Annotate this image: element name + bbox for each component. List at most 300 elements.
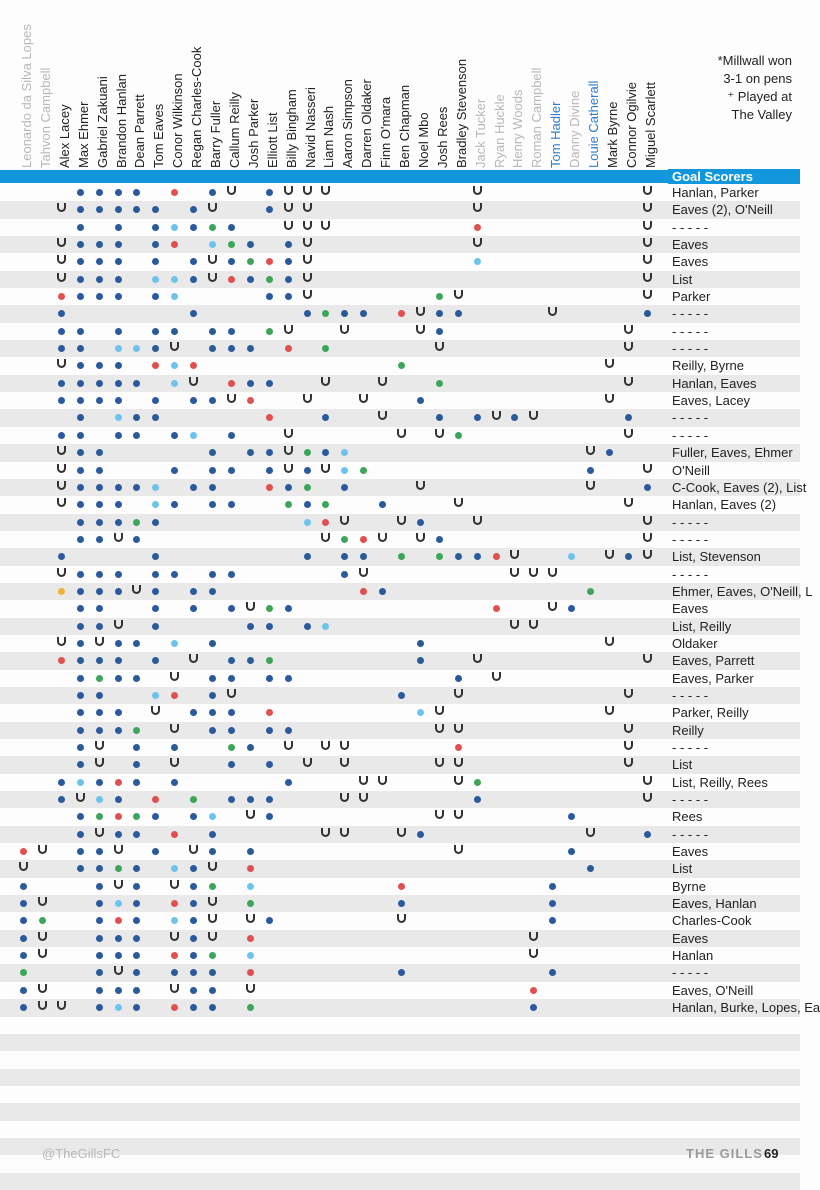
appearance-dot: [304, 484, 311, 491]
appearance-dot: [228, 709, 235, 716]
appearance-dot: [266, 605, 273, 612]
unused-sub-mark: [416, 533, 425, 544]
unused-sub-mark: [38, 949, 47, 960]
appearance-dot: [171, 692, 178, 699]
appearance-dot: [77, 865, 84, 872]
unused-sub-mark: [643, 550, 652, 561]
appearance-dot: [96, 969, 103, 976]
appearance-dot: [133, 484, 140, 491]
appearance-dot: [171, 640, 178, 647]
unused-sub-mark: [473, 516, 482, 527]
appearance-dot: [77, 536, 84, 543]
goal-scorers-cell: Eaves, Parker: [672, 670, 754, 686]
appearance-dot: [152, 345, 159, 352]
appearance-dot: [247, 449, 254, 456]
appearance-dot: [115, 675, 122, 682]
unused-sub-mark: [170, 932, 179, 943]
appearance-dot: [228, 727, 235, 734]
unused-sub-mark: [548, 602, 557, 613]
player-name: Brandon Hanlan: [113, 74, 129, 168]
appearance-dot: [77, 813, 84, 820]
appearance-dot: [398, 362, 405, 369]
appearance-dot: [266, 709, 273, 716]
unused-sub-mark: [95, 741, 104, 752]
unused-sub-mark: [189, 845, 198, 856]
unused-sub-mark: [529, 932, 538, 943]
appearance-dot: [436, 293, 443, 300]
table-row: [0, 1173, 800, 1190]
appearance-dot: [209, 675, 216, 682]
unused-sub-mark: [227, 186, 236, 197]
table-row: [0, 670, 800, 687]
unused-sub-mark: [57, 498, 66, 509]
goal-scorers-cell: Eaves, Lacey: [672, 393, 751, 409]
appearance-dot: [171, 241, 178, 248]
appearance-dot: [96, 779, 103, 786]
goal-scorers-cell: List: [672, 861, 693, 877]
unused-sub-mark: [510, 568, 519, 579]
appearance-dot: [77, 571, 84, 578]
appearance-dot: [58, 432, 65, 439]
player-name: Alex Lacey: [56, 104, 72, 168]
unused-sub-mark: [57, 481, 66, 492]
appearance-dot: [115, 380, 122, 387]
appearance-dot: [209, 571, 216, 578]
unused-sub-mark: [57, 255, 66, 266]
goal-scorers-cell: List, Reilly, Rees: [672, 774, 768, 790]
appearance-dot: [171, 362, 178, 369]
appearance-dot: [96, 276, 103, 283]
table-row: [0, 583, 813, 600]
player-header: [414, 2, 432, 172]
unused-sub-mark: [473, 203, 482, 214]
appearance-dot: [77, 206, 84, 213]
goal-scorers-cell: Hanlan, Eaves (2): [672, 497, 777, 513]
player-header: [603, 2, 621, 172]
appearance-dot: [77, 345, 84, 352]
unused-sub-mark: [57, 464, 66, 475]
appearance-dot: [228, 605, 235, 612]
table-row: [0, 548, 800, 565]
table-row: [0, 878, 800, 895]
player-header: [357, 2, 375, 172]
table-row: [0, 999, 820, 1016]
table-row: [0, 964, 800, 981]
unused-sub-mark: [57, 637, 66, 648]
unused-sub-mark: [321, 377, 330, 388]
appearance-dot: [266, 484, 273, 491]
table-row: [0, 444, 800, 461]
appearance-dot: [304, 519, 311, 526]
appearance-dot: [417, 831, 424, 838]
appearance-dot: [133, 345, 140, 352]
player-header: [55, 2, 73, 172]
appearance-dot: [341, 536, 348, 543]
table-row: [0, 687, 800, 704]
appearance-dot: [285, 345, 292, 352]
appearance-dot: [474, 779, 481, 786]
unused-sub-mark: [435, 429, 444, 440]
player-name: Miguel Scarlett: [642, 82, 658, 168]
player-header: [452, 2, 470, 172]
appearance-dot: [228, 328, 235, 335]
unused-sub-mark: [643, 273, 652, 284]
unused-sub-mark: [114, 620, 123, 631]
goal-scorers-cell: List: [672, 757, 693, 773]
unused-sub-mark: [473, 238, 482, 249]
appearance-dot: [322, 414, 329, 421]
appearance-dot: [247, 397, 254, 404]
appearance-dot: [228, 657, 235, 664]
appearance-dot: [152, 397, 159, 404]
appearance-dot: [644, 310, 651, 317]
player-name: Tom Hadler: [548, 101, 564, 168]
appearance-dot: [115, 397, 122, 404]
goal-scorers-cell: - - - - -: [672, 323, 709, 339]
table-row: [0, 947, 800, 964]
appearance-dot: [530, 987, 537, 994]
unused-sub-mark: [492, 672, 501, 683]
appearance-dot: [228, 276, 235, 283]
appearance-dot: [171, 831, 178, 838]
appearance-dot: [360, 536, 367, 543]
appearance-dot: [77, 432, 84, 439]
appearance-dot: [247, 345, 254, 352]
appearance-dot: [77, 848, 84, 855]
appearance-dot: [209, 241, 216, 248]
appearance-dot: [209, 189, 216, 196]
unused-sub-mark: [454, 776, 463, 787]
goal-scorers-cell: Eaves: [672, 254, 709, 270]
appearance-dot: [285, 605, 292, 612]
appearance-dot: [266, 258, 273, 265]
appearance-dot: [171, 1004, 178, 1011]
player-name: Jack Tucker: [472, 98, 488, 168]
table-row: [0, 253, 800, 270]
goal-scorers-cell: Hanlan: [672, 948, 714, 964]
unused-sub-mark: [624, 325, 633, 336]
appearance-dot: [228, 796, 235, 803]
unused-sub-mark: [510, 550, 519, 561]
appearance-dot: [285, 727, 292, 734]
player-header: [584, 2, 602, 172]
table-row: [0, 479, 807, 496]
appearance-dot: [644, 484, 651, 491]
appearance-dot: [77, 328, 84, 335]
goal-scorers-cell: - - - - -: [672, 219, 709, 235]
unused-sub-mark: [76, 793, 85, 804]
unused-sub-mark: [435, 342, 444, 353]
unused-sub-mark: [340, 741, 349, 752]
appearance-dot: [190, 588, 197, 595]
goal-scorers-cell: Eaves: [672, 844, 709, 860]
appearance-dot: [133, 935, 140, 942]
appearance-dot: [379, 588, 386, 595]
player-header: [74, 2, 92, 172]
goal-scorers-cell: C-Cook, Eaves (2), List: [672, 479, 807, 495]
appearance-dot: [209, 449, 216, 456]
appearance-dot: [77, 501, 84, 508]
goal-scorers-cell: - - - - -: [672, 792, 709, 808]
unused-sub-mark: [38, 845, 47, 856]
table-row: [0, 843, 800, 860]
appearance-dot: [20, 1004, 27, 1011]
appearance-dot: [115, 952, 122, 959]
player-name: Darren Oldaker: [359, 79, 375, 168]
unused-sub-mark: [454, 810, 463, 821]
unused-sub-mark: [321, 828, 330, 839]
unused-sub-mark: [303, 758, 312, 769]
appearance-dot: [360, 467, 367, 474]
unused-sub-mark: [643, 290, 652, 301]
unused-sub-mark: [95, 637, 104, 648]
appearance-dot: [77, 293, 84, 300]
appearance-dot: [171, 779, 178, 786]
unused-sub-mark: [284, 446, 293, 457]
appearance-dot: [209, 224, 216, 231]
player-header: [319, 2, 337, 172]
appearance-dot: [266, 328, 273, 335]
appearance-dot: [190, 709, 197, 716]
appearance-dot: [511, 414, 518, 421]
player-name: Barry Fuller: [208, 100, 223, 168]
unused-sub-mark: [170, 672, 179, 683]
appearance-dot: [96, 258, 103, 265]
appearance-dot: [115, 987, 122, 994]
appearance-dot: [96, 692, 103, 699]
appearance-dot: [247, 796, 254, 803]
unused-sub-mark: [170, 758, 179, 769]
appearance-dot: [455, 744, 462, 751]
appearance-dot: [398, 969, 405, 976]
appearance-dot: [228, 224, 235, 231]
appearance-dot: [115, 709, 122, 716]
appearance-dot: [436, 414, 443, 421]
appearance-dot: [266, 467, 273, 474]
table-row: [0, 531, 800, 548]
appearance-dot: [190, 1004, 197, 1011]
appearance-dot: [266, 293, 273, 300]
appearance-dot: [417, 397, 424, 404]
appearance-dot: [190, 484, 197, 491]
player-header: [17, 2, 35, 172]
appearance-dot: [171, 900, 178, 907]
appearance-dot: [133, 519, 140, 526]
player-name: Elliott List: [264, 112, 280, 168]
unused-sub-mark: [340, 758, 349, 769]
unused-sub-mark: [643, 516, 652, 527]
appearance-dot: [398, 310, 405, 317]
player-header: [376, 2, 394, 172]
table-row: [0, 357, 800, 374]
appearance-dot: [115, 588, 122, 595]
appearance-dot: [133, 865, 140, 872]
appearance-dot: [228, 432, 235, 439]
player-name: Connor Ogilvie: [623, 82, 639, 168]
appearance-dot: [152, 414, 159, 421]
unused-sub-mark: [170, 984, 179, 995]
appearance-dot: [152, 258, 159, 265]
appearance-dot: [209, 484, 216, 491]
unused-sub-mark: [303, 394, 312, 405]
unused-sub-mark: [624, 342, 633, 353]
unused-sub-mark: [57, 1001, 66, 1012]
appearance-dot: [247, 258, 254, 265]
appearance-dot: [247, 900, 254, 907]
appearance-dot: [228, 744, 235, 751]
unused-sub-mark: [284, 464, 293, 475]
appearance-dot: [115, 865, 122, 872]
player-name: Regan Charles-Cook: [189, 46, 205, 168]
appearance-dot: [77, 588, 84, 595]
appearance-dot: [58, 310, 65, 317]
unused-sub-mark: [227, 689, 236, 700]
appearance-dot: [266, 449, 273, 456]
unused-sub-mark: [605, 394, 614, 405]
appearance-dot: [322, 310, 329, 317]
appearance-dot: [133, 987, 140, 994]
appearance-dot: [285, 484, 292, 491]
appearance-dot: [152, 293, 159, 300]
appearance-dot: [115, 519, 122, 526]
goal-scorers-cell: - - - - -: [672, 514, 709, 530]
goal-scorers-cell: Charles-Cook: [672, 913, 752, 929]
appearance-dot: [152, 848, 159, 855]
appearance-dot: [625, 553, 632, 560]
appearance-dot: [77, 241, 84, 248]
unused-sub-mark: [38, 897, 47, 908]
goal-scorers-cell: Hanlan, Burke, Lopes, Ea: [672, 1000, 820, 1016]
goal-scorers-cell: O'Neill: [672, 462, 710, 478]
appearance-dot: [587, 865, 594, 872]
unused-sub-mark: [586, 481, 595, 492]
table-row: [0, 1051, 800, 1068]
unused-sub-mark: [170, 880, 179, 891]
player-name: Mark Byrne: [604, 101, 620, 168]
appearance-dot: [152, 501, 159, 508]
player-header: [338, 2, 356, 172]
appearance-dot: [190, 935, 197, 942]
appearance-dot: [171, 276, 178, 283]
appearance-dot: [77, 380, 84, 387]
appearance-dot: [58, 657, 65, 664]
appearance-dot: [266, 813, 273, 820]
appearance-dot: [455, 553, 462, 560]
unused-sub-mark: [359, 394, 368, 405]
appearance-dot: [96, 449, 103, 456]
unused-sub-mark: [246, 914, 255, 925]
unused-sub-mark: [57, 238, 66, 249]
appearance-dot: [115, 1004, 122, 1011]
appearance-dot: [341, 484, 348, 491]
appearance-dot: [77, 276, 84, 283]
appearance-dot: [190, 883, 197, 890]
goal-scorers-cell: - - - - -: [672, 410, 709, 426]
appearance-dot: [285, 276, 292, 283]
appearance-dot: [304, 501, 311, 508]
appearance-dot: [455, 310, 462, 317]
appearance-dot: [77, 692, 84, 699]
goal-scorers-cell: - - - - -: [672, 965, 709, 981]
appearance-dot: [115, 328, 122, 335]
appearance-dot: [133, 761, 140, 768]
appearance-dot: [417, 657, 424, 664]
appearance-dot: [266, 796, 273, 803]
unused-sub-mark: [208, 897, 217, 908]
appearance-dot: [304, 553, 311, 560]
unused-sub-mark: [284, 429, 293, 440]
goal-scorers-cell: - - - - -: [672, 427, 709, 443]
appearance-dot: [228, 675, 235, 682]
appearance-dot: [115, 432, 122, 439]
appearance-dot: [171, 224, 178, 231]
appearance-dot: [266, 276, 273, 283]
appearance-dot: [133, 727, 140, 734]
unused-sub-mark: [151, 706, 160, 717]
unused-sub-mark: [397, 429, 406, 440]
unused-sub-mark: [586, 446, 595, 457]
unused-sub-mark: [605, 359, 614, 370]
unused-sub-mark: [38, 1001, 47, 1012]
goal-scorers-cell: Parker: [672, 289, 711, 305]
goal-scorers-cell: - - - - -: [672, 740, 709, 755]
appearance-dot: [266, 727, 273, 734]
appearance-dot: [209, 588, 216, 595]
goal-scorers-cell: Fuller, Eaves, Ehmer: [672, 445, 793, 461]
appearance-dot: [133, 883, 140, 890]
table-row: [0, 340, 800, 357]
appearance-dot: [398, 553, 405, 560]
table-row: [0, 236, 800, 253]
appearance-dot: [58, 345, 65, 352]
appearance-dot: [96, 467, 103, 474]
unused-sub-mark: [643, 793, 652, 804]
table-row: [0, 1069, 800, 1086]
footer-handle: @TheGillsFC: [42, 1146, 121, 1161]
unused-sub-mark: [378, 776, 387, 787]
player-header: [622, 2, 640, 172]
player-name: Ryan Huckle: [491, 94, 507, 168]
unused-sub-mark: [303, 203, 312, 214]
appearance-dot: [398, 883, 405, 890]
table-row: [0, 219, 800, 236]
appearance-dot: [115, 657, 122, 664]
unused-sub-mark: [454, 498, 463, 509]
player-header: [93, 2, 111, 172]
goal-scorers-cell: Eaves: [672, 237, 709, 253]
player-header: [225, 2, 243, 172]
appearance-dot: [77, 224, 84, 231]
goal-scorers-cell: Eaves: [672, 601, 709, 617]
table-row: [0, 1103, 800, 1120]
unused-sub-mark: [473, 186, 482, 197]
unused-sub-mark: [378, 411, 387, 422]
appearance-dot: [285, 241, 292, 248]
appearance-dot: [77, 709, 84, 716]
appearance-dot: [152, 484, 159, 491]
unused-sub-mark: [284, 203, 293, 214]
appearance-dot: [96, 883, 103, 890]
appearance-dot: [209, 831, 216, 838]
appearance-dot: [115, 293, 122, 300]
appearance-dot: [474, 224, 481, 231]
appearance-dot: [77, 449, 84, 456]
appearance-dot: [209, 692, 216, 699]
unused-sub-mark: [643, 186, 652, 197]
unused-sub-mark: [284, 741, 293, 752]
appearance-dot: [152, 623, 159, 630]
appearance-dot: [341, 467, 348, 474]
